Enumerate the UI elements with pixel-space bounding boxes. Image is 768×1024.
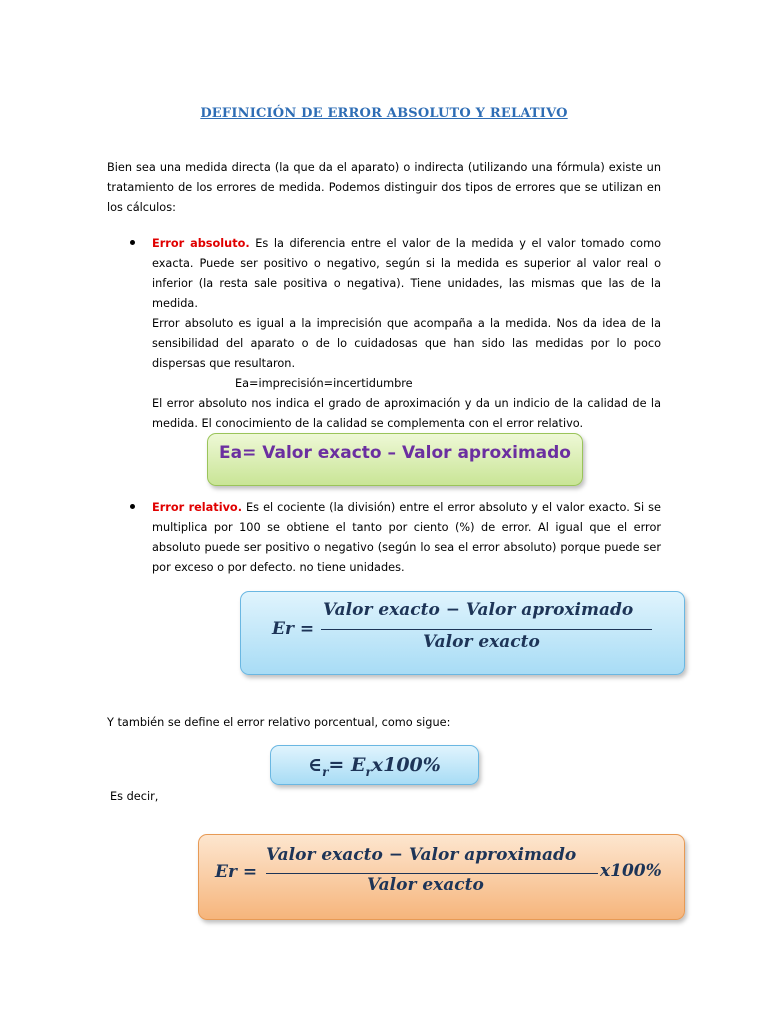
- es-decir-text: Es decir,: [110, 790, 159, 803]
- bullet-marker: [130, 240, 135, 245]
- er-subscript: r: [365, 764, 372, 779]
- intro-paragraph: Bien sea una medida directa (la que da el aparato) o indirecta (utilizando una fórmula) existe un tratamiento de los errores de medida. Podemos distinguir dos tipos de errores que se utilizan en los cálculos:: [107, 161, 661, 214]
- absolute-error-formula-box: [207, 433, 583, 486]
- relative-error-item: [152, 498, 661, 578]
- percent-eq: = E: [328, 754, 366, 776]
- formula-numerator: Valor exacto − Valor aproximado: [266, 845, 577, 865]
- bullet-marker: [130, 504, 135, 509]
- formula-denominator: Valor exacto: [367, 875, 484, 895]
- absolute-error-term: Error absoluto.: [152, 237, 250, 250]
- epsilon-subscript: r: [322, 764, 329, 779]
- percent-formula-box: [270, 745, 479, 785]
- absolute-error-paragraph-2: Error absoluto es igual a la imprecisión que acompaña a la medida. Nos da idea de la sensibilidad del aparato o de lo cuidadosas que han sido las medidas por lo poco dispersas que resultaron.: [152, 317, 661, 370]
- formula-numerator: Valor exacto − Valor aproximado: [323, 600, 634, 620]
- fraction-bar: [321, 629, 652, 630]
- formula-suffix: x100%: [600, 861, 662, 881]
- formula-lhs: Er =: [272, 619, 315, 639]
- percent-intro-text: Y también se define el error relativo porcentual, como sigue:: [107, 716, 451, 729]
- absolute-error-formula: Ea= Valor exacto – Valor aproximado: [219, 443, 571, 463]
- absolute-error-paragraph-3: El error absoluto nos indica el grado de aproximación y da un indicio de la calidad de la medida. El conocimiento de la calidad se complementa con el error relativo.: [152, 397, 661, 430]
- formula-denominator: Valor exacto: [423, 632, 540, 652]
- absolute-error-equation: Ea=imprecisión=incertidumbre: [235, 377, 413, 390]
- percent-relative-error-formula-box: [198, 834, 685, 920]
- relative-error-formula-box: [240, 591, 685, 675]
- relative-error-term: Error relativo.: [152, 501, 242, 514]
- relative-error-definition: Es el cociente (la división) entre el error absoluto y el valor exacto. Si se multiplica por 100 se obtiene el tanto por ciento (%) de error. Al igual que el error absoluto puede ser positivo o negativo (según lo sea el error absoluto) porque puede ser por exceso o por defecto. no tiene unidades.: [152, 501, 661, 574]
- percent-rest: x100%: [371, 754, 441, 776]
- epsilon-symbol: ∈: [308, 754, 323, 776]
- formula-lhs: Er =: [215, 862, 258, 882]
- page-title: DEFINICIÓN DE ERROR ABSOLUTO Y RELATIVO: [200, 106, 568, 121]
- absolute-error-item: [152, 234, 661, 434]
- percent-formula: [308, 754, 441, 779]
- absolute-error-definition: Es la diferencia entre el valor de la medida y el valor tomado como exacta. Puede ser positivo o negativo, según si la medida es superior al valor real o inferior (la resta sale positiva o negativa). Tiene unidades, las mismas que las de la medida.: [152, 237, 661, 310]
